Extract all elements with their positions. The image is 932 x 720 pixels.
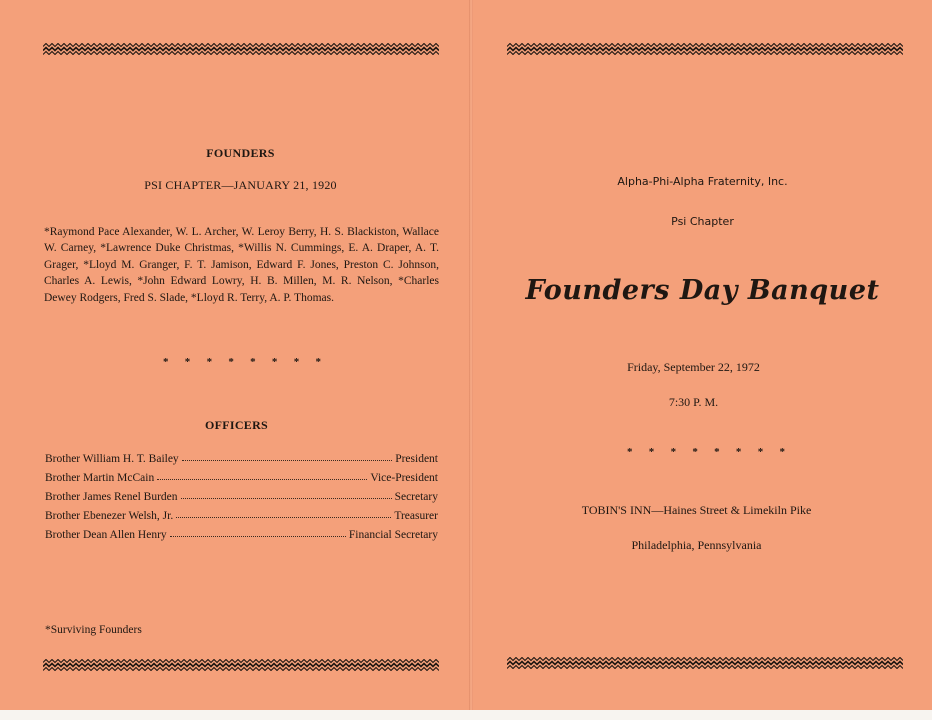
officer-row [45, 468, 438, 484]
left-panel [0, 0, 469, 710]
decorative-border-bottom-right [507, 657, 903, 669]
officer-name: Brother Martin McCain [45, 472, 155, 484]
dot-leader [157, 479, 367, 480]
decorative-border-bottom-left [43, 659, 439, 671]
decorative-border-top-right [507, 43, 903, 55]
zigzag-line [507, 52, 903, 55]
star: * [735, 446, 742, 458]
zigzag-line [43, 52, 439, 55]
event-title: Founders Day Banquet [525, 275, 880, 306]
officer-title: Treasurer [394, 510, 438, 522]
star: * [692, 446, 698, 458]
officer-title: Financial Secretary [348, 529, 438, 541]
star-divider-right [627, 446, 785, 458]
officer-row [45, 487, 438, 503]
zigzag-line [43, 660, 439, 663]
dot-leader [181, 498, 392, 499]
star: * [779, 446, 785, 458]
dot-leader [182, 460, 393, 461]
chapter-date-line: PSI CHAPTER—JANUARY 21, 1920 [144, 178, 337, 192]
zigzag-line [507, 666, 903, 669]
founders-heading: FOUNDERS [206, 146, 275, 160]
zigzag-line [507, 48, 903, 51]
dot-leader [176, 517, 391, 518]
star: * [627, 446, 633, 458]
officer-title: Secretary [394, 491, 438, 503]
chapter-name: Psi Chapter [671, 215, 734, 228]
officer-row [45, 449, 438, 465]
decorative-border-top-left [43, 43, 439, 55]
city: Philadelphia, Pennsylvania [631, 538, 762, 552]
zigzag-line [507, 662, 903, 665]
zigzag-line [507, 44, 903, 47]
dot-leader [170, 536, 346, 537]
officer-row [45, 506, 438, 522]
officers-heading: OFFICERS [204, 418, 269, 432]
officer-title: President [395, 453, 438, 465]
zigzag-line [43, 664, 439, 667]
officer-name: Brother James Renel Burden [45, 491, 178, 503]
fraternity-name: Alpha-Phi-Alpha Fraternity, Inc. [617, 175, 788, 188]
surviving-founders-note: *Surviving Founders [45, 624, 142, 636]
zigzag-line [43, 48, 439, 51]
officer-name: Brother Dean Allen Henry [45, 529, 167, 541]
star: * [670, 446, 677, 458]
officer-name: Brother Ebenezer Welsh, Jr. [45, 510, 174, 522]
zigzag-line [43, 44, 439, 47]
officer-name: Brother William H. T. Bailey [45, 453, 179, 465]
star: * [757, 446, 764, 458]
star: * [163, 356, 169, 368]
star: * [648, 446, 655, 458]
star: * [714, 446, 720, 458]
venue: TOBIN'S INN—Haines Street & Limekiln Pike [581, 503, 812, 517]
right-panel [473, 0, 932, 710]
zigzag-line [43, 668, 439, 671]
star: * [228, 356, 234, 368]
founders-list: *Raymond Pace Alexander, W. L. Archer, W. Leroy Berry, H. S. Blackiston, Wallace W. Carney, *Lawrence Duke Christmas, *Willis N. Cummings, E. A. Draper, A. T. Grager, *Lloyd M. Granger, F. T. Jamison, Edward F. Jones, Preston C. Johnson, Charles A. Lewis, *John Edward Lowry, H. B. Millen, M. R. Nelson, *Charles Dewey Rodgers, Fred S. Slade, *Lloyd R. Terry, A. P. Thomas. [44, 226, 439, 304]
star: * [271, 356, 278, 368]
star-divider-left [163, 356, 321, 368]
officer-title: Vice-President [370, 472, 438, 484]
officer-row [45, 525, 438, 541]
event-date: Friday, September 22, 1972 [627, 360, 760, 374]
star: * [293, 356, 300, 368]
star: * [250, 356, 256, 368]
event-time: 7:30 P. M. [668, 395, 719, 409]
zigzag-line [507, 658, 903, 661]
star: * [184, 356, 191, 368]
star: * [206, 356, 213, 368]
star: * [315, 356, 321, 368]
